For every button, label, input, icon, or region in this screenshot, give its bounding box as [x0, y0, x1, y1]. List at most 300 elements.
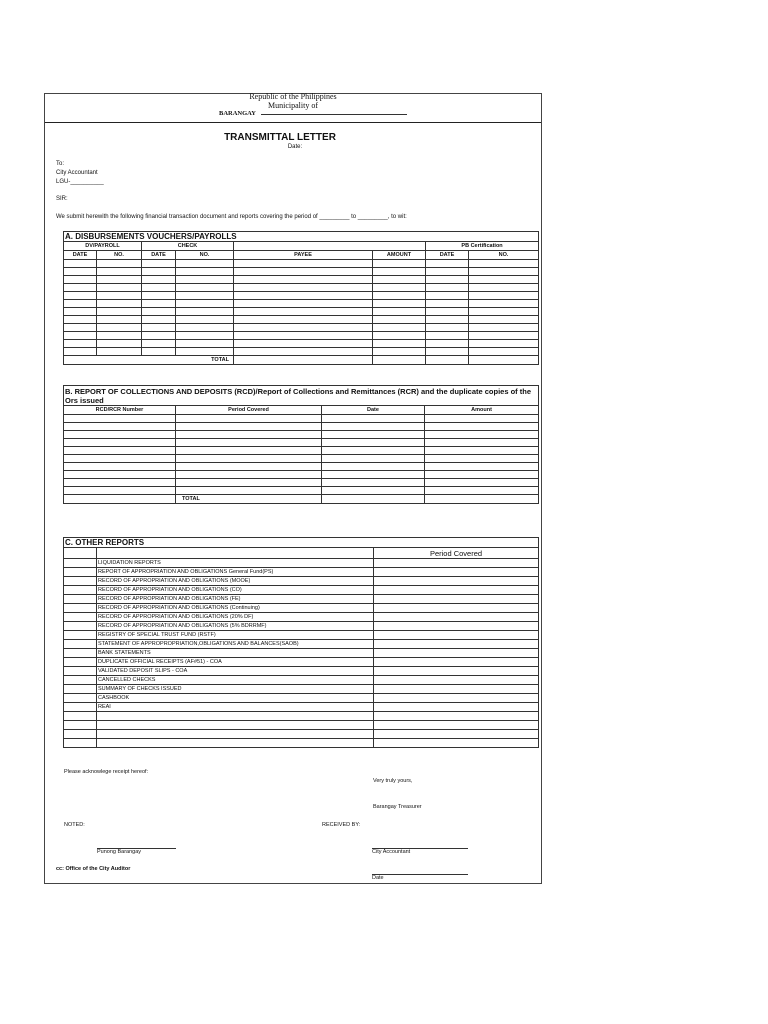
report-name: VALIDATED DEPOSIT SLIPS - COA: [97, 667, 374, 676]
document-page: [44, 93, 542, 884]
table-cell: [234, 300, 373, 308]
col-dv-date: DATE: [64, 251, 97, 260]
table-cell: [425, 479, 539, 487]
list-item: [64, 559, 539, 568]
table-cell: [64, 268, 97, 276]
table-cell: [469, 308, 539, 316]
table-cell: [373, 316, 426, 324]
col-dv-no: NO.: [97, 251, 142, 260]
table-cell: [426, 268, 469, 276]
table-cell: [426, 276, 469, 284]
report-name: [97, 721, 374, 730]
table-cell: [374, 685, 539, 694]
table-cell: [426, 324, 469, 332]
cc-line: cc: Office of the City Auditor: [56, 866, 131, 872]
table-row: [64, 455, 539, 463]
table-row: [64, 284, 539, 292]
table-cell: [64, 455, 176, 463]
table-cell: [176, 268, 234, 276]
table-cell: [176, 348, 234, 356]
table-row: [64, 439, 539, 447]
table-cell: [64, 721, 97, 730]
table-cell: [97, 300, 142, 308]
table-cell: [469, 292, 539, 300]
table-cell: [469, 260, 539, 268]
table-cell: [64, 658, 97, 667]
table-cell: [64, 559, 97, 568]
table-cell: [142, 348, 176, 356]
table-cell: [469, 356, 539, 365]
header-rule: [45, 122, 541, 123]
table-cell: [425, 455, 539, 463]
table-cell: [426, 300, 469, 308]
table-row: [64, 423, 539, 431]
table-cell: [234, 308, 373, 316]
table-cell: [469, 348, 539, 356]
table-cell: [234, 276, 373, 284]
table-cell: [64, 667, 97, 676]
closing-text: Very truly yours,: [373, 778, 413, 784]
col-pb-no: NO.: [469, 251, 539, 260]
table-cell: [373, 260, 426, 268]
report-name: RECORD OF APPROPRIATION AND OBLIGATIONS (FE): [97, 595, 374, 604]
table-cell: [64, 548, 97, 559]
table-row: [64, 479, 539, 487]
table-cell: [426, 356, 469, 365]
table-cell: [373, 324, 426, 332]
table-cell: [322, 439, 425, 447]
table-cell: [97, 308, 142, 316]
table-cell: [64, 586, 97, 595]
col-amount: Amount: [425, 406, 539, 415]
table-cell: [234, 284, 373, 292]
col-amount: AMOUNT: [373, 251, 426, 260]
list-item: [64, 676, 539, 685]
period-covered-header: Period Covered: [374, 548, 539, 559]
table-cell: [97, 324, 142, 332]
section-a-total-label: TOTAL: [64, 356, 234, 365]
table-cell: [176, 276, 234, 284]
table-cell: [234, 348, 373, 356]
table-cell: [469, 268, 539, 276]
list-item: [64, 712, 539, 721]
table-cell: [176, 423, 322, 431]
table-cell: [373, 284, 426, 292]
table-cell: [373, 276, 426, 284]
table-cell: [142, 276, 176, 284]
table-cell: [97, 332, 142, 340]
table-cell: [64, 276, 97, 284]
table-cell: [64, 703, 97, 712]
salutation: SIR:: [56, 196, 68, 202]
table-cell: [64, 431, 176, 439]
list-item: [64, 631, 539, 640]
table-cell: [176, 455, 322, 463]
table-row: [64, 348, 539, 356]
col-date: Date: [322, 406, 425, 415]
table-cell: [64, 712, 97, 721]
other-reports-table: [63, 537, 539, 748]
table-cell: [64, 340, 97, 348]
intro-text: We submit herewith the following financial transaction document and reports covering the period of _________ to _________, to wit:: [56, 214, 407, 220]
table-row: [64, 260, 539, 268]
table-cell: [374, 694, 539, 703]
table-cell: [373, 292, 426, 300]
table-cell: [176, 487, 322, 495]
group-dv-payroll: DV/PAYROLL: [64, 242, 142, 251]
table-cell: [176, 415, 322, 423]
table-row: [64, 463, 539, 471]
table-cell: [64, 423, 176, 431]
table-cell: [322, 471, 425, 479]
table-cell: [64, 568, 97, 577]
table-cell: [374, 568, 539, 577]
table-cell: [64, 622, 97, 631]
report-name: RECORD OF APPROPRIATION AND OBLIGATIONS (5% BDRRMF): [97, 622, 374, 631]
table-cell: [322, 495, 425, 504]
table-cell: [374, 640, 539, 649]
table-cell: [64, 439, 176, 447]
report-name: RECORD OF APPROPRIATION AND OBLIGATIONS (Continuing): [97, 604, 374, 613]
table-cell: [142, 292, 176, 300]
table-cell: [374, 613, 539, 622]
date-label: Date:: [287, 144, 303, 150]
table-cell: [426, 340, 469, 348]
table-cell: [426, 260, 469, 268]
date-signature-line: [372, 874, 468, 875]
table-cell: [426, 284, 469, 292]
report-name: [97, 739, 374, 748]
table-row: [64, 471, 539, 479]
group-check: CHECK: [142, 242, 234, 251]
table-row: [64, 415, 539, 423]
col-check-no: NO.: [176, 251, 234, 260]
table-cell: [469, 316, 539, 324]
section-b-total-label: TOTAL: [176, 495, 322, 504]
table-cell: [374, 658, 539, 667]
list-item: [64, 739, 539, 748]
table-cell: [234, 324, 373, 332]
list-item: [64, 721, 539, 730]
table-cell: [64, 613, 97, 622]
table-cell: [374, 703, 539, 712]
section-a-title: A. DISBURSEMENTS VOUCHERS/PAYROLLS: [64, 232, 539, 242]
lgu-line: LGU-__________: [56, 179, 104, 185]
list-item: [64, 649, 539, 658]
table-cell: [374, 667, 539, 676]
table-cell: [176, 292, 234, 300]
barangay-line: [219, 110, 407, 117]
table-cell: [425, 495, 539, 504]
list-item: [64, 658, 539, 667]
table-cell: [64, 487, 176, 495]
table-cell: [64, 739, 97, 748]
treasurer-label: Barangay Treasurer: [373, 804, 422, 810]
table-cell: [469, 324, 539, 332]
list-item: [64, 604, 539, 613]
table-cell: [142, 284, 176, 292]
table-cell: [426, 308, 469, 316]
table-cell: [469, 284, 539, 292]
table-cell: [374, 586, 539, 595]
collections-table: [63, 385, 539, 504]
table-cell: [425, 431, 539, 439]
table-cell: [234, 260, 373, 268]
table-cell: [64, 604, 97, 613]
table-cell: [374, 577, 539, 586]
report-name: DUPLICATE OFFICIAL RECEIPTS (AF#51) - COA: [97, 658, 374, 667]
list-item: [64, 595, 539, 604]
table-cell: [97, 548, 374, 559]
table-cell: [176, 324, 234, 332]
table-cell: [64, 649, 97, 658]
table-cell: [322, 463, 425, 471]
acknowledge-text: Please acknowlege receipt hereof:: [64, 769, 149, 775]
table-cell: [64, 308, 97, 316]
table-cell: [97, 268, 142, 276]
table-cell: [374, 676, 539, 685]
table-cell: [425, 415, 539, 423]
table-cell: [374, 604, 539, 613]
table-cell: [64, 495, 176, 504]
col-pb-date: DATE: [426, 251, 469, 260]
table-cell: [64, 324, 97, 332]
table-cell: [64, 471, 176, 479]
table-cell: [64, 463, 176, 471]
table-cell: [142, 268, 176, 276]
list-item: [64, 586, 539, 595]
report-name: LIQUIDATION REPORTS: [97, 559, 374, 568]
table-cell: [374, 622, 539, 631]
table-cell: [234, 268, 373, 276]
table-row: [64, 292, 539, 300]
table-cell: [469, 332, 539, 340]
table-cell: [234, 356, 373, 365]
table-cell: [176, 439, 322, 447]
table-cell: [64, 447, 176, 455]
table-cell: [64, 730, 97, 739]
table-cell: [142, 332, 176, 340]
republic-line: Republic of the Philippines: [249, 92, 337, 101]
table-cell: [234, 316, 373, 324]
table-cell: [322, 487, 425, 495]
table-cell: [234, 292, 373, 300]
table-row: [64, 332, 539, 340]
list-item: [64, 694, 539, 703]
table-cell: [469, 340, 539, 348]
table-cell: [64, 676, 97, 685]
addressee: City Accountant: [56, 170, 98, 176]
table-cell: [64, 479, 176, 487]
punong-label: Punong Barangay: [97, 849, 142, 855]
table-cell: [142, 340, 176, 348]
table-cell: [176, 300, 234, 308]
table-cell: [176, 340, 234, 348]
table-cell: [176, 431, 322, 439]
list-item: [64, 613, 539, 622]
received-by-label: RECEIVED BY:: [322, 822, 361, 828]
table-cell: [142, 260, 176, 268]
list-item: [64, 577, 539, 586]
table-cell: [469, 300, 539, 308]
table-cell: [176, 332, 234, 340]
table-cell: [426, 332, 469, 340]
table-cell: [176, 471, 322, 479]
report-name: REAI: [97, 703, 374, 712]
table-cell: [176, 479, 322, 487]
table-cell: [64, 694, 97, 703]
table-cell: [373, 348, 426, 356]
list-item: [64, 730, 539, 739]
table-cell: [142, 300, 176, 308]
section-a-column-headers: [64, 251, 539, 260]
table-cell: [373, 308, 426, 316]
municipality-line: Municipality of: [268, 101, 318, 110]
table-row: [64, 324, 539, 332]
table-row: [64, 300, 539, 308]
table-cell: [64, 595, 97, 604]
table-cell: [234, 332, 373, 340]
table-row: [64, 431, 539, 439]
table-cell: [426, 316, 469, 324]
group-pb-certification: PB Certification: [426, 242, 539, 251]
list-item: [64, 703, 539, 712]
list-item: [64, 568, 539, 577]
table-cell: [322, 447, 425, 455]
table-cell: [142, 308, 176, 316]
table-cell: [64, 332, 97, 340]
table-cell: [142, 324, 176, 332]
table-cell: [97, 276, 142, 284]
section-c-title: C. OTHER REPORTS: [64, 538, 539, 548]
list-item: [64, 640, 539, 649]
list-item: [64, 667, 539, 676]
page-title: TRANSMITTAL LETTER: [224, 132, 336, 143]
table-cell: [234, 340, 373, 348]
table-row: [64, 276, 539, 284]
table-cell: [374, 649, 539, 658]
col-rcd-number: RCD/RCR Number: [64, 406, 176, 415]
col-payee: PAYEE: [234, 251, 373, 260]
table-cell: [64, 685, 97, 694]
report-name: REPORT OF APPROPRIATION AND OBLIGATIONS General Fund(PS): [97, 568, 374, 577]
noted-label: NOTED:: [64, 822, 85, 828]
section-b-column-headers: [64, 406, 539, 415]
table-cell: [97, 340, 142, 348]
table-cell: [373, 268, 426, 276]
table-cell: [322, 415, 425, 423]
report-name: RECORD OF APPROPRIATION AND OBLIGATIONS (MOOE): [97, 577, 374, 586]
col-period-covered: Period Covered: [176, 406, 322, 415]
table-cell: [425, 463, 539, 471]
table-cell: [425, 447, 539, 455]
group-blank: [234, 242, 426, 251]
table-cell: [64, 284, 97, 292]
table-cell: [425, 423, 539, 431]
report-name: SUMMARY OF CHECKS ISSUED: [97, 685, 374, 694]
report-name: CANCELLED CHECKS: [97, 676, 374, 685]
table-cell: [64, 577, 97, 586]
table-cell: [425, 487, 539, 495]
report-name: [97, 712, 374, 721]
table-cell: [374, 631, 539, 640]
table-cell: [97, 348, 142, 356]
table-cell: [426, 292, 469, 300]
table-cell: [373, 356, 426, 365]
table-cell: [322, 479, 425, 487]
table-cell: [64, 260, 97, 268]
table-cell: [97, 316, 142, 324]
table-row: [64, 340, 539, 348]
table-cell: [374, 595, 539, 604]
report-name: BANK STATEMENTS: [97, 649, 374, 658]
table-cell: [64, 292, 97, 300]
report-name: REGISTRY OF SPECIAL TRUST FUND (RSTF): [97, 631, 374, 640]
table-cell: [373, 300, 426, 308]
table-cell: [374, 559, 539, 568]
report-name: CASHBOOK: [97, 694, 374, 703]
table-cell: [374, 721, 539, 730]
barangay-blank: [261, 114, 407, 115]
table-cell: [374, 739, 539, 748]
table-cell: [322, 423, 425, 431]
table-cell: [97, 284, 142, 292]
table-cell: [374, 730, 539, 739]
list-item: [64, 685, 539, 694]
table-cell: [425, 439, 539, 447]
table-row: [64, 308, 539, 316]
table-cell: [64, 316, 97, 324]
table-cell: [176, 463, 322, 471]
barangay-label: BARANGAY: [219, 110, 256, 117]
section-b-title: B. REPORT OF COLLECTIONS AND DEPOSITS (RCD)/Report of Collections and Remittances (RCR) and the duplicate copies of the Ors issued: [64, 386, 539, 406]
table-cell: [176, 316, 234, 324]
table-row: [64, 447, 539, 455]
table-cell: [425, 471, 539, 479]
table-cell: [373, 340, 426, 348]
table-cell: [64, 631, 97, 640]
table-cell: [97, 260, 142, 268]
table-cell: [374, 712, 539, 721]
col-check-date: DATE: [142, 251, 176, 260]
date-signature-label: Date: [372, 875, 384, 881]
table-row: [64, 268, 539, 276]
table-row: [64, 487, 539, 495]
table-cell: [176, 260, 234, 268]
table-cell: [176, 284, 234, 292]
table-row: [64, 316, 539, 324]
list-item: [64, 622, 539, 631]
disbursement-table: [63, 231, 539, 365]
table-cell: [176, 308, 234, 316]
table-cell: [373, 332, 426, 340]
table-cell: [64, 415, 176, 423]
table-cell: [426, 348, 469, 356]
report-name: [97, 730, 374, 739]
table-cell: [64, 300, 97, 308]
accountant-label: City Accountant: [372, 849, 411, 855]
table-cell: [322, 431, 425, 439]
report-name: RECORD OF APPROPRIATION AND OBLIGATIONS (20% DF): [97, 613, 374, 622]
table-cell: [322, 455, 425, 463]
table-cell: [64, 640, 97, 649]
table-cell: [469, 276, 539, 284]
report-name: RECORD OF APPROPRIATION AND OBLIGATIONS (CO): [97, 586, 374, 595]
table-cell: [97, 292, 142, 300]
to-label: To:: [56, 161, 65, 167]
table-cell: [64, 348, 97, 356]
table-cell: [142, 316, 176, 324]
